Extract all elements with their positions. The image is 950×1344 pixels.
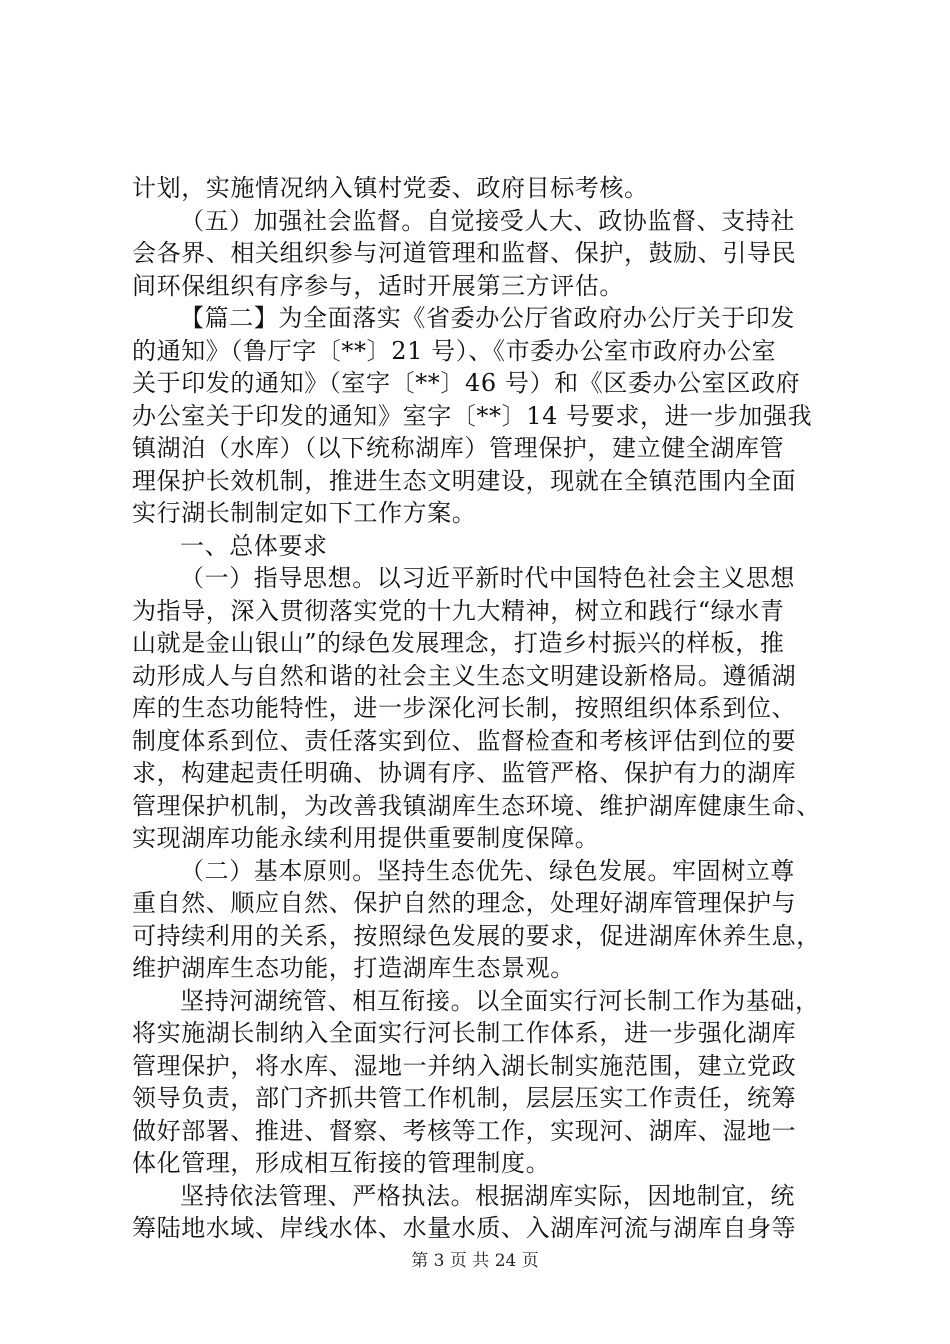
text-line: 实行湖长制制定如下工作方案。	[132, 499, 477, 527]
text-line: （五）加强社会监督。自觉接受人大、政协监督、支持社	[180, 206, 795, 235]
text-line: 维护湖库生态功能，打造湖库生态景观。	[132, 954, 575, 982]
text-line: 关于印发的通知》（室字〔**〕46 号）和《区委办公室区政府	[132, 369, 801, 397]
page-number-footer: 第 3 页 共 24 页	[411, 1251, 539, 1271]
text-line: 镇湖泊（水库）（以下统称湖库）管理保护，建立健全湖库管	[132, 434, 785, 462]
text-line: 求，构建起责任明确、协调有序、监管严格、保护有力的湖库	[132, 759, 797, 787]
section-heading: 一、总体要求	[180, 531, 328, 560]
text-line: 可持续利用的关系，按照绿色发展的要求，促进湖库休养生息，	[132, 921, 821, 950]
text-line: 动形成人与自然和谐的社会主义生态文明建设新格局。遵循湖	[132, 661, 797, 690]
text-line: 制度体系到位、责任落实到位、监督检查和考核评估到位的要	[132, 726, 797, 755]
text-line: 会各界、相关组织参与河道管理和监督、保护，鼓励、引导民	[132, 239, 797, 267]
text-line: 的通知》（鲁厅字〔**〕21 号）、《市委办公室市政府办公室	[132, 336, 777, 365]
text-line: 计划，实施情况纳入镇村党委、政府目标考核。	[132, 174, 649, 202]
text-line: 管理保护，将水库、湿地一并纳入湖长制实施范围，建立党政	[132, 1051, 797, 1080]
text-line: 理保护长效机制，推进生态文明建设，现就在全镇范围内全面	[132, 466, 797, 495]
text-line: 管理保护机制，为改善我镇湖库生态环境、维护湖库健康生命、	[132, 791, 821, 820]
text-line: 库的生态功能特性，进一步深化河长制，按照组织体系到位、	[132, 694, 797, 722]
text-line: 坚持河湖统管、相互衔接。以全面实行河长制工作为基础，	[180, 986, 820, 1015]
text-line: 间环保组织有序参与，适时开展第三方评估。	[132, 271, 624, 300]
text-line: 实现湖库功能永续利用提供重要制度保障。	[132, 824, 600, 852]
text-line: 【篇二】为全面落实《省委办公厅省政府办公厅关于印发	[180, 304, 795, 332]
text-line: 坚持依法管理、严格执法。根据湖库实际，因地制宜，统	[180, 1181, 795, 1210]
text-line: 做好部署、推进、督察、考核等工作，实现河、湖库、湿地一	[132, 1116, 797, 1145]
text-line: 为指导，深入贯彻落实党的十九大精神，树立和践行“绿水青	[132, 596, 785, 625]
text-line: 筹陆地水域、岸线水体、水量水质、入湖库河流与湖库自身等	[132, 1214, 797, 1242]
text-line: 山就是金山银山”的绿色发展理念，打造乡村振兴的样板，推	[132, 629, 785, 657]
text-line: 将实施湖长制纳入全面实行河长制工作体系，进一步强化湖库	[132, 1019, 797, 1047]
text-line: 领导负责，部门齐抓共管工作机制，层层压实工作责任，统筹	[132, 1084, 797, 1112]
text-line: 办公室关于印发的通知》室字〔**〕14 号要求，进一步加强我	[132, 401, 813, 430]
text-line: 重自然、顺应自然、保护自然的理念，处理好湖库管理保护与	[132, 889, 797, 917]
text-line: （一）指导思想。以习近平新时代中国特色社会主义思想	[180, 564, 795, 592]
text-line: （二）基本原则。坚持生态优先、绿色发展。牢固树立尊	[180, 856, 795, 885]
text-line: 体化管理，形成相互衔接的管理制度。	[132, 1149, 551, 1177]
